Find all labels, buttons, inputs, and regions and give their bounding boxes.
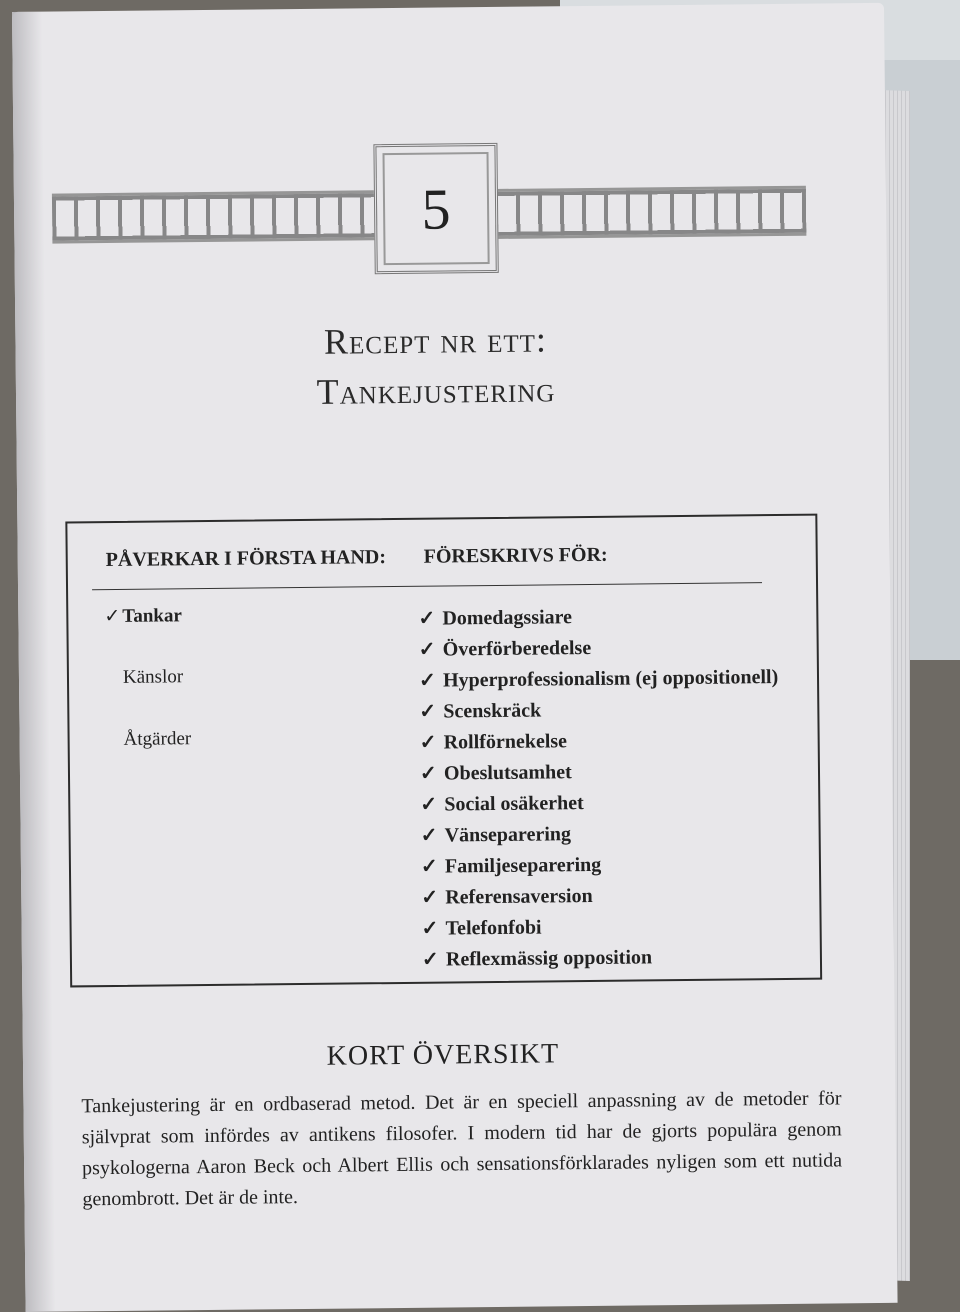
- check-icon: ✓: [420, 855, 438, 878]
- chapter-title: [15, 311, 856, 420]
- prescribed-item: ✓ Social osäkerhet: [420, 792, 584, 816]
- check-icon: ✓: [421, 886, 439, 909]
- check-icon: ✓: [420, 824, 438, 847]
- affects-item: Åtgärder: [123, 728, 192, 750]
- prescribed-item: ✓ Hyperprofessionalism (ej oppositionell): [418, 666, 779, 692]
- prescribed-list: [418, 602, 781, 978]
- prescribed-item: ✓ Referensaversion: [421, 884, 593, 909]
- check-icon: ✓: [419, 762, 437, 785]
- prescribed-item: ✓ Reflexmässig opposition: [421, 946, 653, 971]
- affects-item: Känslor: [122, 666, 184, 688]
- prescribed-item: ✓ Rollförnekelse: [419, 730, 568, 754]
- prescribed-item: ✓ Scenskräck: [419, 699, 542, 723]
- check-icon: ✓: [418, 607, 436, 630]
- affects-list: [104, 604, 191, 791]
- check-icon: ✓: [419, 731, 437, 754]
- chapter-title-line1: Recept nr ett:: [323, 319, 548, 362]
- meander-border-left: [52, 190, 375, 243]
- prescribed-item: ✓ Domedagssiare: [418, 606, 573, 630]
- header-affects: PÅVERKAR I FÖRSTA HAND:: [105, 546, 387, 572]
- prescribed-item: ✓ Vänseparering: [420, 823, 572, 847]
- book-page: [12, 3, 898, 1312]
- prescribed-item: ✓ Obeslutsamhet: [419, 761, 572, 785]
- body-paragraph: Tankejustering är en ordbaserad metod. Det är en speciell anpassning av de metoder för självprat som infördes av antikens filosofer. I modern tid har de gjorts populära genom psykologerna Aaron Beck och Albert Ellis och sensationsförklarades nyligen som ett nutida genombrott. Det är de inte.: [81, 1087, 843, 1211]
- check-icon: ✓: [419, 700, 437, 723]
- header-rule: [92, 582, 762, 590]
- section-title: KORT ÖVERSIKT: [326, 1038, 560, 1072]
- header-prescribed: FÖRESKRIVS FÖR:: [423, 543, 608, 568]
- prescribed-item: ✓ Telefonfobi: [421, 916, 542, 940]
- check-icon: ✓: [418, 669, 436, 692]
- spine-shadow: [12, 12, 56, 1312]
- chapter-title-line2: Tankejustering: [316, 369, 556, 412]
- affects-item: ✓Tankar: [104, 605, 182, 628]
- check-icon: ✓: [104, 605, 121, 628]
- prescribed-item: ✓ Familjeseparering: [420, 853, 602, 878]
- chapter-number-box: [373, 143, 498, 274]
- chapter-number: 5: [421, 175, 451, 242]
- prescribed-item: ✓ Överförberedelse: [418, 636, 592, 661]
- check-icon: ✓: [418, 638, 436, 661]
- check-icon: ✓: [421, 917, 439, 940]
- summary-box: [65, 514, 822, 988]
- check-icon: ✓: [420, 793, 438, 816]
- check-icon: ✓: [421, 948, 439, 971]
- meander-border-right: [494, 186, 807, 239]
